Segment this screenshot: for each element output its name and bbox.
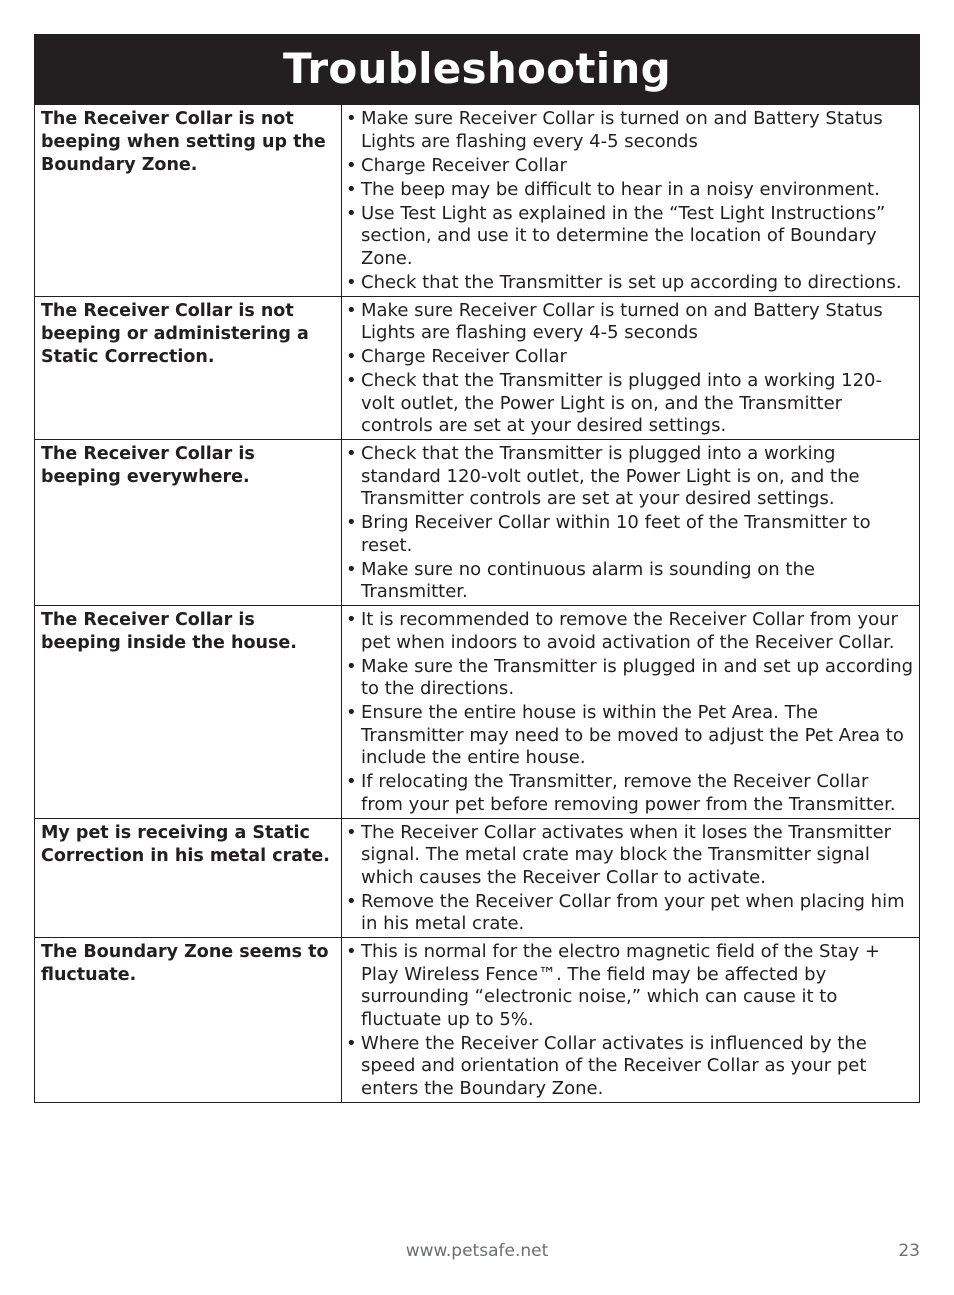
solution-list <box>346 941 915 1100</box>
list-item: • The Receiver Collar activates when it loses the Transmitter signal. The metal crate may block the Transmitter signal which causes the Receiver Collar to activate. <box>346 822 915 890</box>
list-item: • If relocating the Transmitter, remove the Receiver Collar from your pet before removing power from the Transmitter. <box>346 771 915 816</box>
solution-list <box>346 108 915 294</box>
problem-cell: The Receiver Collar is beeping inside the house. <box>35 606 342 819</box>
solution-cell <box>342 818 920 938</box>
solution-cell <box>342 938 920 1103</box>
list-item: • This is normal for the electro magnetic field of the Stay + Play Wireless Fence™. The field may be affected by surrounding “electronic noise,” which can cause it to fluctuate up to 5%. <box>346 941 915 1031</box>
list-item: • Make sure no continuous alarm is sounding on the Transmitter. <box>346 559 915 604</box>
list-item: • Bring Receiver Collar within 10 feet of the Transmitter to reset. <box>346 512 915 557</box>
table-row <box>35 606 920 819</box>
solution-cell <box>342 105 920 297</box>
table-row <box>35 938 920 1103</box>
page-number: 23 <box>898 1241 920 1261</box>
title-bar <box>34 34 920 104</box>
list-item: • Check that the Transmitter is plugged into a working 120-volt outlet, the Power Light is on, and the Transmitter controls are set at your desired settings. <box>346 370 915 438</box>
list-item: • Charge Receiver Collar <box>346 346 915 369</box>
list-item: • Charge Receiver Collar <box>346 155 915 178</box>
problem-cell: My pet is receiving a Static Correction in his metal crate. <box>35 818 342 938</box>
solution-list <box>346 443 915 604</box>
table-row <box>35 440 920 606</box>
problem-cell: The Receiver Collar is beeping everywhere. <box>35 440 342 606</box>
list-item: • Make sure Receiver Collar is turned on and Battery Status Lights are flashing every 4-5 seconds <box>346 108 915 153</box>
list-item: • Make sure the Transmitter is plugged in and set up according to the directions. <box>346 656 915 701</box>
list-item: • Ensure the entire house is within the Pet Area. The Transmitter may need to be moved to adjust the Pet Area to include the entire house. <box>346 702 915 770</box>
table-row <box>35 818 920 938</box>
footer-url: www.petsafe.net <box>405 1241 549 1261</box>
solution-list <box>346 300 915 438</box>
list-item: • The beep may be difficult to hear in a noisy environment. <box>346 179 915 202</box>
troubleshooting-table-body <box>35 105 920 1103</box>
solution-cell <box>342 440 920 606</box>
page-title: Troubleshooting <box>283 44 671 93</box>
table-row <box>35 105 920 297</box>
table-row <box>35 296 920 440</box>
solution-list <box>346 609 915 816</box>
list-item: • Use Test Light as explained in the “Test Light Instructions” section, and use it to determine the location of Boundary Zone. <box>346 203 915 271</box>
list-item: • Where the Receiver Collar activates is influenced by the speed and orientation of the Receiver Collar as your pet enters the Boundary Zone. <box>346 1033 915 1101</box>
list-item: • Remove the Receiver Collar from your pet when placing him in his metal crate. <box>346 891 915 936</box>
solution-cell <box>342 606 920 819</box>
problem-cell: The Receiver Collar is not beeping or administering a Static Correction. <box>35 296 342 440</box>
solution-cell <box>342 296 920 440</box>
troubleshooting-sheet <box>34 34 920 1103</box>
problem-cell: The Receiver Collar is not beeping when setting up the Boundary Zone. <box>35 105 342 297</box>
list-item: • It is recommended to remove the Receiver Collar from your pet when indoors to avoid activation of the Receiver Collar. <box>346 609 915 654</box>
solution-list <box>346 822 915 936</box>
list-item: • Make sure Receiver Collar is turned on and Battery Status Lights are flashing every 4-5 seconds <box>346 300 915 345</box>
troubleshooting-table <box>34 104 920 1103</box>
problem-cell: The Boundary Zone seems to fluctuate. <box>35 938 342 1103</box>
list-item: • Check that the Transmitter is plugged into a working standard 120-volt outlet, the Power Light is on, and the Transmitter controls are set at your desired settings. <box>346 443 915 511</box>
list-item: • Check that the Transmitter is set up according to directions. <box>346 272 915 295</box>
